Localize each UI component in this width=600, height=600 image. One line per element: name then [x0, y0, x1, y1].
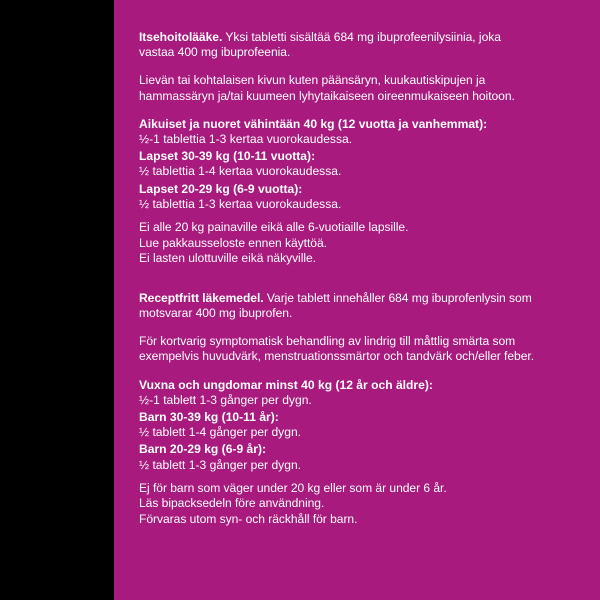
swedish-intro-rest: Varje tablett innehåller 684 mg ibuprofenlysin som motsvarar 400 mg ibuprofen.: [139, 290, 532, 321]
finnish-intro-bold: Itsehoitolääke.: [139, 30, 223, 44]
swedish-dosing-block: [139, 378, 539, 473]
finnish-intro-rest: Yksi tabletti sisältää 684 mg ibuprofeenilysiinia, joka vastaa 400 mg ibuprofeenia.: [139, 30, 501, 60]
finnish-dose-value-children-20-29: ½ tablettia 1-3 kertaa vuorokaudessa.: [139, 196, 342, 211]
finnish-dose-heading-adults: Aikuiset ja nuoret vähintään 40 kg (12 vuotta ja vanhemmat):: [139, 116, 488, 131]
swedish-warning-line-2: Läs bipacksedeln före användning.: [139, 496, 325, 511]
finnish-indication-paragraph: Lievän tai kohtalaisen kivun kuten päänsäryn, kuukautiskipujen ja hammassäryn ja/tai kuumeen lyhytaikaiseen oireenmukaiseen hoitoon.: [139, 73, 515, 103]
swedish-intro-bold: Receptfritt läkemedel.: [139, 290, 264, 305]
finnish-warning-line-1: Ei alle 20 kg painaville eikä alle 6-vuotiaille lapsille.: [139, 220, 409, 235]
finnish-dose-value-children-30-39: ½ tablettia 1-4 kertaa vuorokaudessa.: [139, 164, 342, 179]
swedish-warning-line-3: Förvaras utom syn- och räckhåll för barn.: [139, 512, 358, 527]
finnish-dose-value-adults: ½-1 tablettia 1-3 kertaa vuorokaudessa.: [139, 132, 353, 147]
finnish-intro-block: [139, 30, 539, 60]
swedish-intro-paragraph: [139, 291, 539, 321]
finnish-dose-group-children-20-29: [139, 182, 539, 212]
package-panel: [114, 0, 600, 600]
finnish-warning-line-2: Lue pakkausseloste ennen käyttöä.: [139, 235, 327, 250]
label-text-content: [139, 30, 539, 541]
swedish-dose-heading-adults: Vuxna och ungdomar minst 40 kg (12 år och äldre):: [139, 377, 433, 392]
finnish-indication-block: [139, 73, 539, 103]
swedish-dose-group-adults: [139, 378, 539, 408]
swedish-indication-paragraph: För kortvarig symptomatisk behandling av lindrig till måttlig smärta som exempelvis huvudvärk, menstruationssmärtor och tandvärk och/eller feber.: [139, 334, 535, 364]
finnish-dose-group-adults: [139, 117, 539, 147]
swedish-dose-group-children-20-29: [139, 442, 539, 472]
finnish-dose-heading-children-30-39: Lapset 30-39 kg (10-11 vuotta):: [139, 149, 316, 164]
swedish-dose-group-children-30-39: [139, 410, 539, 440]
finnish-warning-line-3: Ei lasten ulottuville eikä näkyville.: [139, 251, 316, 266]
finnish-dosing-block: [139, 117, 539, 212]
language-divider: [139, 280, 539, 291]
finnish-intro-paragraph: [139, 30, 539, 60]
swedish-warning-line-1: Ej för barn som väger under 20 kg eller som är under 6 år.: [139, 480, 447, 495]
finnish-dose-group-children-30-39: [139, 149, 539, 179]
finnish-warnings-block: [139, 220, 539, 267]
finnish-dose-heading-children-20-29: Lapset 20-29 kg (6-9 vuotta):: [139, 181, 303, 196]
swedish-dose-heading-children-30-39: Barn 30-39 kg (10-11 år):: [139, 410, 279, 425]
swedish-dose-value-children-30-39: ½ tablett 1-4 gånger per dygn.: [139, 425, 302, 440]
swedish-dose-value-adults: ½-1 tablett 1-3 gånger per dygn.: [139, 392, 312, 407]
swedish-indication-block: [139, 334, 539, 364]
swedish-intro-block: [139, 291, 539, 321]
swedish-warnings-block: [139, 481, 539, 528]
swedish-dose-heading-children-20-29: Barn 20-29 kg (6-9 år):: [139, 442, 267, 457]
swedish-dose-value-children-20-29: ½ tablett 1-3 gånger per dygn.: [139, 457, 302, 472]
